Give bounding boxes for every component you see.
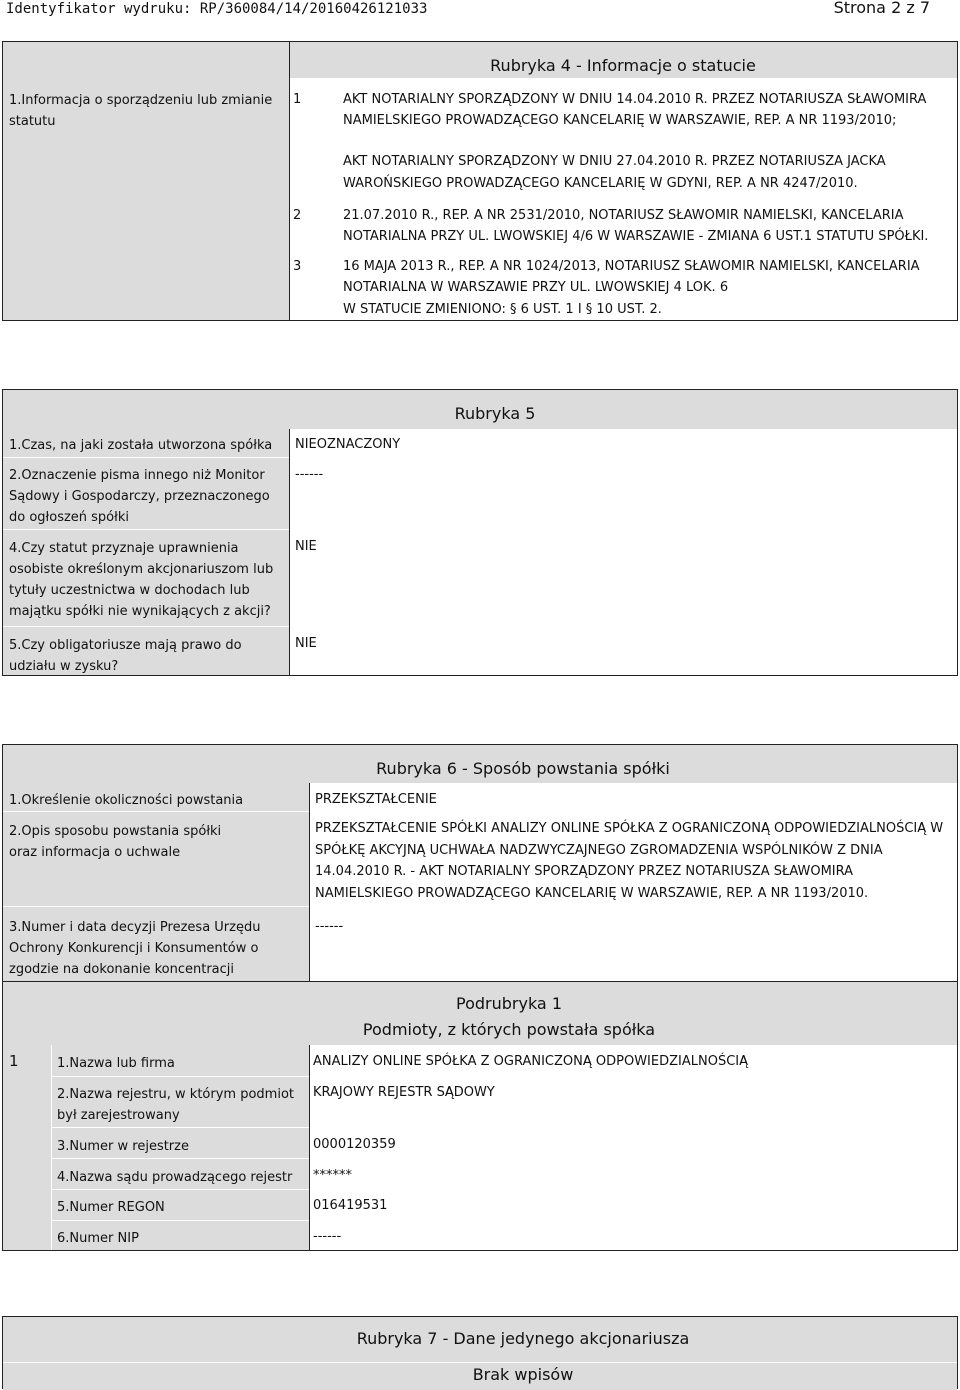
section-rubryka-5	[2, 389, 958, 676]
field-label: 4.Czy statut przyznaje uprawnienia osobiste określonym akcjonariuszom lub tytuły uczestnictwa w dochodach lub majątku spółki nie wynikających z akcji?	[9, 541, 274, 619]
entry-number: 2	[293, 208, 302, 223]
field-label: 3.Numer w rejestrze	[57, 1139, 189, 1154]
section-title: Rubryka 5	[454, 404, 536, 423]
entity-number: 1	[9, 1052, 19, 1070]
field-value: PRZEKSZTAŁCENIE SPÓŁKI ANALIZY ONLINE SPÓŁKA Z OGRANICZONĄ ODPOWIEDZIALNOŚCIĄ W SPÓŁKĘ AKCYJNĄ UCHWAŁA NADZWYCZAJNEGO ZGROMADZENIA WSPÓLNIKÓW Z DNIA 14.04.2010 R. - AKT NOTARIALNY SPORZĄDZONY PRZEZ NOTARIUSZA SŁAWOMIRA NAMIELSKIEGO PROWADZĄCEGO KANCELARIĘ W WARSZAWIE, REP. A NR 1193/2010.	[315, 821, 944, 901]
page-number: Strona 2 z 7	[833, 0, 930, 17]
empty-notice: Brak wpisów	[472, 1365, 574, 1384]
field-label: 5.Czy obligatoriusze mają prawo do udziału w zysku?	[9, 638, 242, 674]
entry-line: 21.07.2010 R., REP. A NR 2531/2010, NOTARIUSZ SŁAWOMIR NAMIELSKI, KANCELARIA	[343, 208, 904, 223]
subsection-podrubryka-1	[2, 981, 958, 1251]
entry-line: NOTARIALNA PRZY UL. LWOWSKIEJ 4/6 W WARSZAWIE - ZMIANA 6 UST.1 STATUTU SPÓŁKI.	[343, 229, 929, 244]
field-label: 2.Opis sposobu powstania spółki oraz informacja o uchwale	[9, 824, 222, 860]
section-title: Rubryka 6 - Sposób powstania spółki	[376, 759, 670, 778]
entry-line: WAROŃSKIEGO PROWADZĄCEGO KANCELARIĘ W GDYNI, REP. A NR 4247/2010.	[343, 176, 858, 191]
field-label: 5.Numer REGON	[57, 1200, 165, 1215]
field-value: 016419531	[313, 1198, 388, 1213]
entry-line: 16 MAJA 2013 R., REP. A NR 1024/2013, NOTARIUSZ SŁAWOMIR NAMIELSKI, KANCELARIA	[343, 259, 920, 274]
field-value: KRAJOWY REJESTR SĄDOWY	[313, 1085, 495, 1100]
field-value: NIE	[295, 539, 317, 554]
field-value: ******	[313, 1168, 352, 1183]
entry-line: NAMIELSKIEGO PROWADZĄCEGO KANCELARIĘ W WARSZAWIE, REP. A NR 1193/2010;	[343, 113, 897, 128]
field-label: 2.Nazwa rejestru, w którym podmiot był zarejestrowany	[57, 1087, 294, 1123]
entry-number: 3	[293, 259, 302, 274]
field-label: 3.Numer i data decyzji Prezesa Urzędu Ochrony Konkurencji i Konsumentów o zgodzie na dokonanie koncentracji	[9, 920, 261, 977]
entry-line: AKT NOTARIALNY SPORZĄDZONY W DNIU 14.04.2010 R. PRZEZ NOTARIUSZA SŁAWOMIRA	[343, 92, 927, 107]
field-value: NIEOZNACZONY	[295, 437, 401, 452]
field-value: PRZEKSZTAŁCENIE	[315, 792, 437, 807]
field-value: 0000120359	[313, 1137, 396, 1152]
subsection-title: Podrubryka 1	[456, 994, 562, 1013]
entry-line: AKT NOTARIALNY SPORZĄDZONY W DNIU 27.04.2010 R. PRZEZ NOTARIUSZA JACKA	[343, 154, 886, 169]
field-value: ------	[315, 919, 344, 934]
field-label: 2.Oznaczenie pisma innego niż Monitor Sądowy i Gospodarczy, przeznaczonego do ogłoszeń spółki	[9, 468, 270, 525]
field-label: 1.Informacja o sporządzeniu lub zmianie statutu	[9, 93, 273, 129]
section-rubryka-7	[2, 1316, 958, 1389]
field-value: ANALIZY ONLINE SPÓŁKA Z OGRANICZONĄ ODPOWIEDZIALNOŚCIĄ	[313, 1054, 749, 1069]
section-rubryka-4	[2, 41, 958, 321]
field-value: NIE	[295, 636, 317, 651]
entry-line: W STATUCIE ZMIENIONO: § 6 UST. 1 I § 10 UST. 2.	[343, 302, 662, 317]
section-title: Rubryka 4 - Informacje o statucie	[490, 56, 756, 75]
field-value: ------	[295, 467, 324, 482]
field-label: 6.Numer NIP	[57, 1231, 139, 1246]
field-label: 1.Nazwa lub firma	[57, 1056, 175, 1071]
section-rubryka-6	[2, 744, 958, 982]
field-value: ------	[313, 1229, 342, 1244]
field-label: 1.Określenie okoliczności powstania	[9, 793, 244, 808]
field-label: 4.Nazwa sądu prowadzącego rejestr	[57, 1170, 293, 1185]
print-identifier: Identyfikator wydruku: RP/360084/14/20160426121033	[6, 1, 428, 17]
subsection-subtitle: Podmioty, z których powstała spółka	[362, 1020, 656, 1039]
section-title: Rubryka 7 - Dane jedynego akcjonariusza	[356, 1329, 690, 1348]
entry-line: NOTARIALNA W WARSZAWIE PRZY UL. LWOWSKIEJ 4 LOK. 6	[343, 280, 729, 295]
field-label: 1.Czas, na jaki została utworzona spółka	[9, 438, 273, 453]
entry-number: 1	[293, 92, 302, 107]
